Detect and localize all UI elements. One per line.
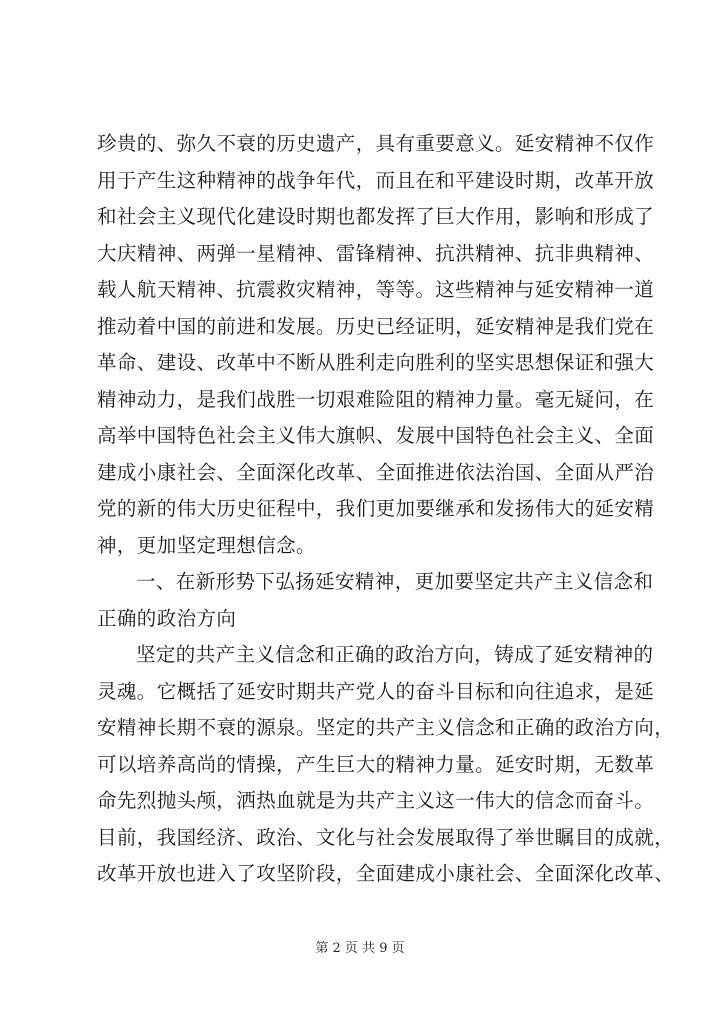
text-line: 神，更加坚定理想信念。	[97, 533, 316, 557]
text-line: 命先烈抛头颅，洒热血就是为共产主义这一伟大的信念而奋斗。	[97, 789, 655, 812]
text-line: 革命、建设、改革中不断从胜利走向胜利的坚实思想保证和强大	[97, 351, 655, 374]
text-line: 珍贵的、弥久不衰的历史遗产，具有重要意义。延安精神不仅作	[97, 132, 655, 155]
text-line: 用于产生这种精神的战争年代，而且在和平建设时期，改革开放	[97, 168, 655, 192]
section-heading-line: 正确的政治方向	[97, 606, 237, 630]
text-line: 和社会主义现代化建设时期也都发挥了巨大作用，影响和形成了	[97, 205, 655, 228]
text-line: 大庆精神、两弹一星精神、雷锋精神、抗洪精神、抗非典精神、	[97, 241, 655, 265]
text-line: 载人航天精神、抗震救灾精神，等等。这些精神与延安精神一道	[97, 278, 655, 301]
text-line: 灵魂。它概括了延安时期共产党人的奋斗目标和向往追求，是延	[97, 679, 655, 703]
text-line: 推动着中国的前进和发展。历史已经证明，延安精神是我们党在	[97, 314, 655, 338]
text-line: 精神动力，是我们战胜一切艰难险阻的精神力量。毫无疑问，在	[97, 387, 655, 411]
text-line: 党的新的伟大历史征程中，我们更加要继承和发扬伟大的延安精	[97, 497, 655, 520]
page-footer: 第 2 页 共 9 页	[315, 941, 405, 956]
text-line: 高举中国特色社会主义伟大旗帜、发展中国特色社会主义、全面	[97, 424, 655, 447]
section-heading-line: 一、在新形势下弘扬延安精神，更加要坚定共产主义信念和	[136, 570, 654, 593]
text-line: 可以培养高尚的情操，产生巨大的精神力量。延安时期，无数革	[97, 752, 655, 776]
text-line: 坚定的共产主义信念和正确的政治方向，铸成了延安精神的	[136, 643, 654, 666]
text-line: 目前，我国经济、政治、文化与社会发展取得了举世瞩目的成就，	[97, 825, 675, 849]
text-line: 安精神长期不衰的源泉。坚定的共产主义信念和正确的政治方向，	[97, 716, 675, 739]
body-text	[97, 126, 675, 893]
text-line: 建成小康社会、全面深化改革、全面推进依法治国、全面从严治	[97, 460, 655, 484]
text-line: 改革开放也进入了攻坚阶段，全面建成小康社会、全面深化改革、	[97, 862, 675, 885]
